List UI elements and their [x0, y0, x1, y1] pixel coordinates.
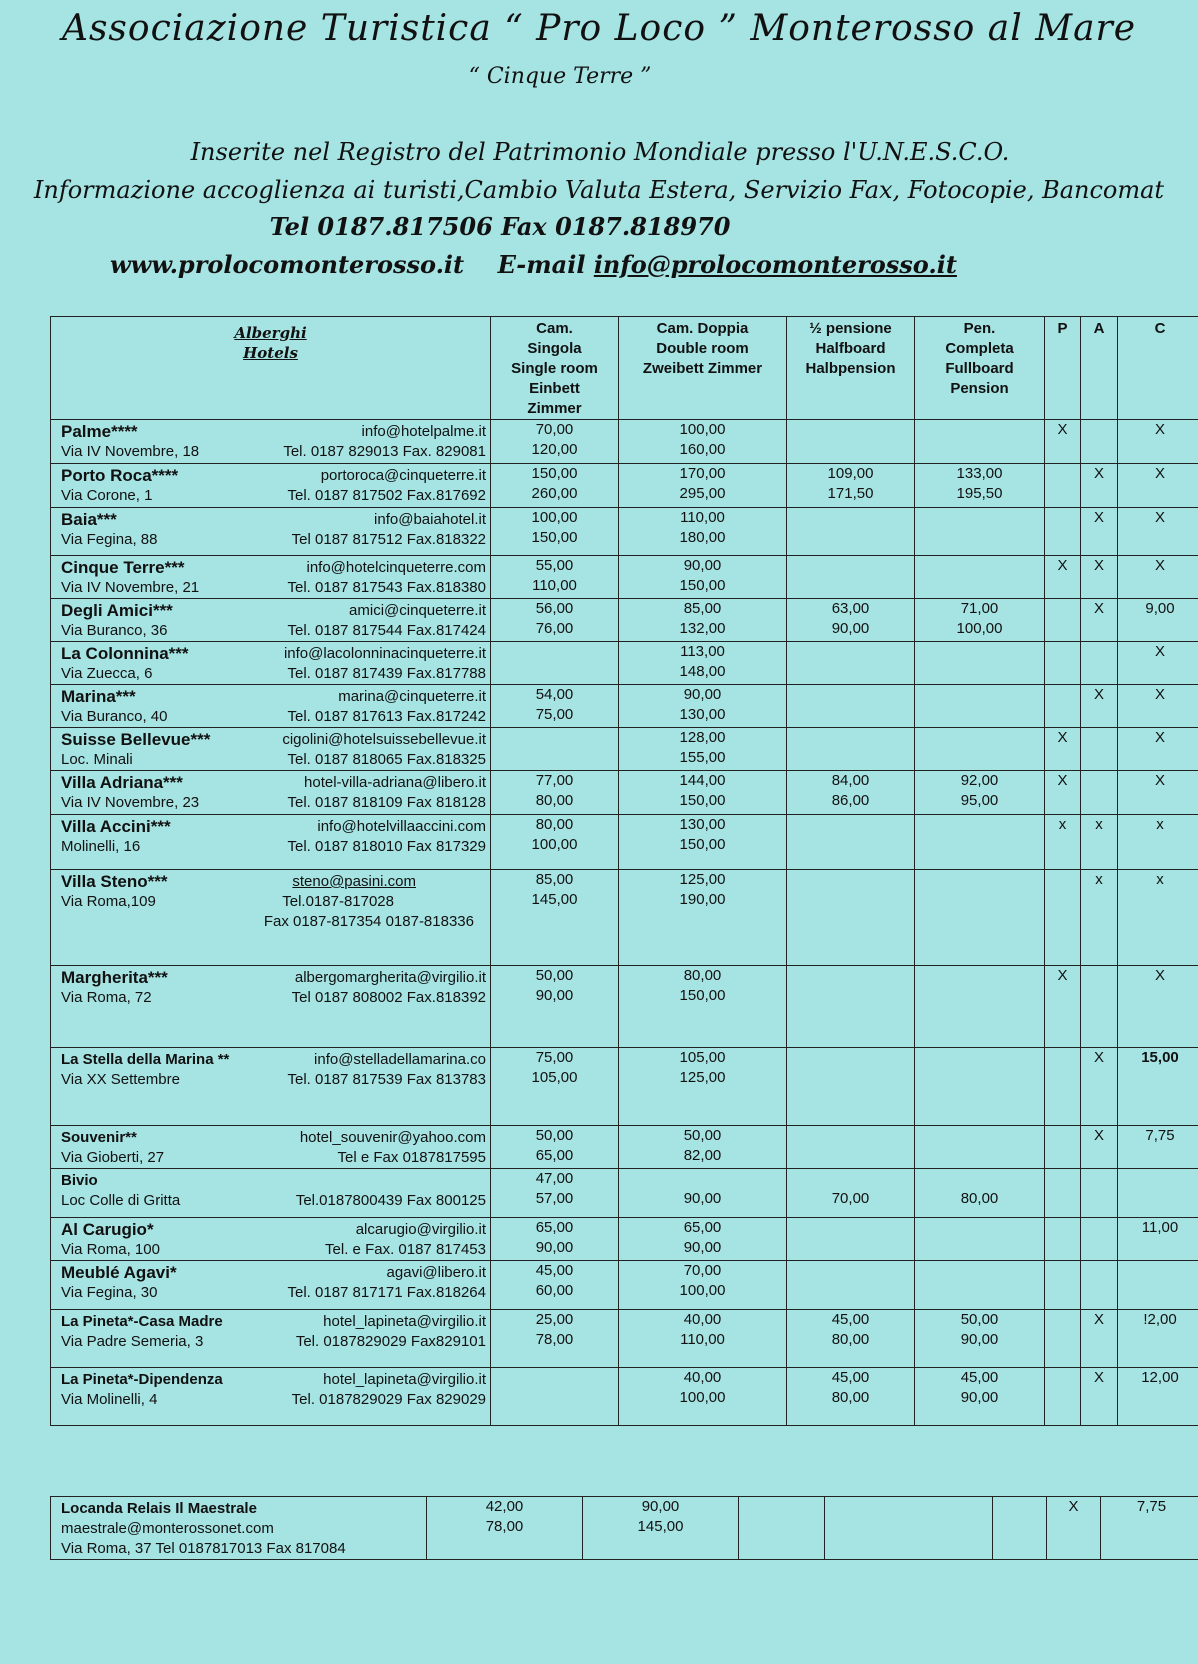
table-row — [51, 599, 1198, 642]
hotel-name: La Colonnina*** — [61, 644, 189, 663]
halfboard-price — [787, 685, 915, 728]
double-price: 110,00 180,00 — [619, 508, 787, 556]
hotel-info: La Pineta*-Casa Madre hotel_lapineta@virgilio.it Via Padre Semeria, 3 Tel. 0187829029 Fax829101 — [51, 1310, 491, 1368]
p-header: P — [1045, 317, 1081, 420]
table-header-row — [51, 317, 1198, 420]
services-line: Informazione accoglienza ai turisti,Cambio Valuta Estera, Servizio Fax, Fotocopie, Bancomat — [33, 176, 1165, 204]
double-price: 128,00 155,00 — [619, 728, 787, 771]
halfboard-price — [787, 556, 915, 599]
p-mark: X — [1045, 728, 1081, 771]
c-mark: X — [1118, 642, 1198, 685]
p-mark — [1045, 642, 1081, 685]
hotel-address: Via IV Novembre, 18 — [61, 443, 200, 460]
single-price: 85,00 145,00 — [491, 870, 619, 966]
hotel-email[interactable]: info@hotelpalme.it — [361, 423, 486, 440]
hotel-name: Cinque Terre*** — [61, 558, 185, 577]
hotels-price-table — [50, 316, 1198, 1426]
table-row: La Pineta*-Casa Madre hotel_lapineta@virgilio.it Via Padre Semeria, 3 Tel. 0187829029 Fax829101 25,00 78,00 40,00 110,00 45,00 80,00 50,00 90,00 X !2,00 — [51, 1310, 1198, 1368]
website-link[interactable]: www.prolocomonterosso.it — [110, 250, 465, 279]
single-price: 77,00 80,00 — [491, 771, 619, 815]
hotel-info — [51, 420, 491, 464]
table-row — [51, 508, 1198, 556]
hotel-phone: Tel 0187 817512 Fax.818322 — [291, 531, 486, 548]
c-mark: X — [1118, 464, 1198, 508]
fullboard-price — [915, 508, 1045, 556]
c-mark: X — [1118, 556, 1198, 599]
table-row — [51, 815, 1198, 870]
table-row — [51, 728, 1198, 771]
table-row: Al Carugio* alcarugio@virgilio.it Via Roma, 100 Tel. e Fax. 0187 817453 65,00 90,00 65,00 90,00 11,00 — [51, 1218, 1198, 1261]
fullboard-price: 71,00 100,00 — [915, 599, 1045, 642]
table-row — [51, 685, 1198, 728]
double-price: 100,00 160,00 — [619, 420, 787, 464]
hotel-email[interactable]: cigolini@hotelsuissebellevue.it — [282, 731, 486, 748]
p-mark: x — [1045, 815, 1081, 870]
hotel-info: Al Carugio* alcarugio@virgilio.it Via Roma, 100 Tel. e Fax. 0187 817453 — [51, 1218, 491, 1261]
c-mark: x — [1118, 815, 1198, 870]
single-price: 80,00 100,00 — [491, 815, 619, 870]
hotel-email[interactable]: hotel-villa-adriana@libero.it — [304, 774, 486, 791]
hotel-email[interactable]: marina@cinqueterre.it — [338, 688, 486, 705]
hotel-email[interactable]: info@baiahotel.it — [374, 511, 486, 528]
hotel-address: Loc. Minali — [61, 751, 133, 768]
a-mark: X — [1081, 685, 1118, 728]
hotel-address: Via Corone, 1 — [61, 487, 153, 504]
hotel-phone: Tel. 0187 817439 Fax.817788 — [287, 665, 486, 682]
c-mark: 9,00 — [1118, 599, 1198, 642]
hotel-info: Meublé Agavi* agavi@libero.it Via Fegina, 30 Tel. 0187 817171 Fax.818264 — [51, 1261, 491, 1310]
single-price: 54,00 75,00 — [491, 685, 619, 728]
hotel-phone: Tel. 0187 818109 Fax 818128 — [287, 794, 486, 811]
p-mark: X — [1045, 556, 1081, 599]
c-mark: X — [1118, 685, 1198, 728]
email-link[interactable]: info@prolocomonterosso.it — [593, 250, 957, 279]
halfboard-header: ½ pensione Halfboard Halbpension — [787, 317, 915, 420]
double-price: 90,00 150,00 — [619, 556, 787, 599]
p-mark — [1045, 508, 1081, 556]
hotel-info: Souvenir** hotel_souvenir@yahoo.com Via Gioberti, 27 Tel e Fax 0187817595 — [51, 1126, 491, 1169]
c-mark: X — [1118, 420, 1198, 464]
p-mark — [1045, 599, 1081, 642]
fullboard-price: 92,00 95,00 — [915, 771, 1045, 815]
fullboard-price — [915, 685, 1045, 728]
hotel-name: Palme**** — [61, 422, 138, 441]
hotel-email[interactable]: info@hotelcinqueterre.com — [306, 559, 486, 576]
fullboard-price — [915, 815, 1045, 870]
web-email-line — [110, 250, 957, 279]
single-price: 70,00 120,00 — [491, 420, 619, 464]
table-row: Souvenir** hotel_souvenir@yahoo.com Via Gioberti, 27 Tel e Fax 0187817595 50,00 65,00 50,00 82,00 X 7,75 — [51, 1126, 1198, 1169]
hotel-info: Locanda Relais Il Maestrale maestrale@monterossonet.com Via Roma, 37 Tel 0187817013 Fax 817084 — [51, 1497, 427, 1560]
halfboard-price — [787, 642, 915, 685]
a-mark — [1081, 642, 1118, 685]
hotel-address: Via IV Novembre, 23 — [61, 794, 200, 811]
single-price: 56,00 76,00 — [491, 599, 619, 642]
a-mark: X — [1081, 464, 1118, 508]
table-row: La Pineta*-Dipendenza hotel_lapineta@virgilio.it Via Molinelli, 4 Tel. 0187829029 Fax 829029 40,00 100,00 45,00 80,00 45,00 90,00 X 12,00 — [51, 1368, 1198, 1426]
hotel-phone: Tel. 0187 817544 Fax.817424 — [287, 622, 486, 639]
fullboard-price — [915, 556, 1045, 599]
hotel-phone: Tel. 0187 817543 Fax.818380 — [287, 579, 486, 596]
double-price: 125,00 190,00 — [619, 870, 787, 966]
table-row — [51, 420, 1198, 464]
single-price: 50,00 90,00 — [491, 966, 619, 1048]
c-mark: X — [1118, 508, 1198, 556]
hotel-address: Via Fegina, 88 — [61, 531, 158, 548]
a-mark — [1081, 728, 1118, 771]
p-mark: X — [1045, 420, 1081, 464]
fullboard-price — [915, 728, 1045, 771]
fullboard-price — [915, 642, 1045, 685]
a-mark — [1081, 420, 1118, 464]
hotel-info — [51, 728, 491, 771]
p-mark — [1045, 685, 1081, 728]
double-price: 85,00 132,00 — [619, 599, 787, 642]
table-row — [51, 642, 1198, 685]
hotel-phone: Tel. 0187 818010 Fax 817329 — [287, 838, 486, 855]
hotel-info — [51, 599, 491, 642]
a-mark: x — [1081, 815, 1118, 870]
single-price — [491, 642, 619, 685]
single-room-header: Cam. Singola Single room Einbett Zimmer — [491, 317, 619, 420]
maestrale-table — [50, 1496, 1198, 1560]
table-row: Locanda Relais Il Maestrale maestrale@monterossonet.com Via Roma, 37 Tel 0187817013 Fax 817084 42,00 78,00 90,00 145,00 X 7,75 — [51, 1497, 1198, 1560]
a-mark: X — [1081, 556, 1118, 599]
halfboard-price — [787, 420, 915, 464]
table-row: Meublé Agavi* agavi@libero.it Via Fegina, 30 Tel. 0187 817171 Fax.818264 45,00 60,00 70,00 100,00 — [51, 1261, 1198, 1310]
hotel-info — [51, 771, 491, 815]
hotel-phone: Tel. 0187 817613 Fax.817242 — [287, 708, 486, 725]
association-title: Associazione Turistica “ Pro Loco ” Monterosso al Mare — [61, 8, 1137, 49]
double-price: 170,00 295,00 — [619, 464, 787, 508]
p-mark: X — [1045, 771, 1081, 815]
single-price — [491, 728, 619, 771]
hotel-info: La Pineta*-Dipendenza hotel_lapineta@virgilio.it Via Molinelli, 4 Tel. 0187829029 Fax 829029 — [51, 1368, 491, 1426]
unesco-line: Inserite nel Registro del Patrimonio Mondiale presso l'U.N.E.S.C.O. — [190, 138, 1010, 166]
hotel-info: Margherita*** albergomargherita@virgilio.it Via Roma, 72 Tel 0187 808002 Fax.818392 — [51, 966, 491, 1048]
hotel-info — [51, 642, 491, 685]
hotel-info — [51, 464, 491, 508]
double-price: 113,00 148,00 — [619, 642, 787, 685]
halfboard-price: 84,00 86,00 — [787, 771, 915, 815]
hotel-name: Villa Adriana*** — [61, 773, 183, 792]
region-subtitle: “ Cinque Terre ” — [468, 64, 652, 89]
a-header: A — [1081, 317, 1118, 420]
hotel-info — [51, 685, 491, 728]
double-price: 90,00 130,00 — [619, 685, 787, 728]
c-mark: X — [1118, 771, 1198, 815]
table-row: La Stella della Marina ** info@stelladellamarina.co Via XX Settembre Tel. 0187 817539 Fax 813783 75,00 105,00 105,00 125,00 X 15,00 — [51, 1048, 1198, 1126]
hotel-email[interactable]: info@lacolonninacinqueterre.it — [283, 645, 486, 662]
table-row — [51, 556, 1198, 599]
hotel-name: Baia*** — [61, 510, 117, 529]
table-row: Margherita*** albergomargherita@virgilio.it Via Roma, 72 Tel 0187 808002 Fax.818392 50,00 90,00 80,00 150,00 X X — [51, 966, 1198, 1048]
hotel-email[interactable]: info@hotelvillaaccini.com — [317, 818, 486, 835]
email-label: E-mail — [497, 250, 586, 279]
hotel-name: Porto Roca**** — [61, 466, 179, 485]
hotel-email[interactable]: amici@cinqueterre.it — [349, 602, 486, 619]
halfboard-price — [787, 508, 915, 556]
hotel-email[interactable]: portoroca@cinqueterre.it — [320, 467, 486, 484]
double-price: 144,00 150,00 — [619, 771, 787, 815]
halfboard-price — [787, 815, 915, 870]
hotel-phone: Tel. 0187 829013 Fax. 829081 — [283, 443, 486, 460]
hotel-phone: Tel. 0187 817502 Fax.817692 — [287, 487, 486, 504]
hotel-name: Suisse Bellevue*** — [61, 730, 211, 749]
hotel-info: La Stella della Marina ** info@stelladellamarina.co Via XX Settembre Tel. 0187 817539 Fax 813783 — [51, 1048, 491, 1126]
hotel-address: Via Zuecca, 6 — [61, 665, 153, 682]
hotel-info — [51, 556, 491, 599]
single-price: 55,00 110,00 — [491, 556, 619, 599]
table-row: Villa Steno*** steno@pasini.com Via Roma,109 Tel.0187-817028 Fax 0187-817354 0187-818336 85,00 145,00 125,00 190,00 x x — [51, 870, 1198, 966]
double-price: 130,00 150,00 — [619, 815, 787, 870]
table-row — [51, 464, 1198, 508]
halfboard-price: 109,00 171,50 — [787, 464, 915, 508]
hotel-name: Marina*** — [61, 687, 136, 706]
single-price: 100,00 150,00 — [491, 508, 619, 556]
fullboard-price — [915, 420, 1045, 464]
a-mark: X — [1081, 508, 1118, 556]
hotel-name: Villa Accini*** — [61, 817, 171, 836]
hotel-phone: Tel. 0187 818065 Fax.818325 — [287, 751, 486, 768]
single-price: 150,00 260,00 — [491, 464, 619, 508]
hotel-address: Via Buranco, 40 — [61, 708, 168, 725]
c-header: C — [1118, 317, 1198, 420]
fullboard-header: Pen. Completa Fullboard Pension — [915, 317, 1045, 420]
hotel-info: Bivio Loc Colle di Gritta Tel.0187800439 Fax 800125 — [51, 1169, 491, 1218]
p-mark — [1045, 464, 1081, 508]
hotel-info — [51, 508, 491, 556]
hotel-info — [51, 815, 491, 870]
hotels-heading: Alberghi Hotels — [51, 317, 491, 420]
c-mark: X — [1118, 728, 1198, 771]
halfboard-price — [787, 728, 915, 771]
a-mark — [1081, 771, 1118, 815]
table-row — [51, 771, 1198, 815]
hotel-address: Via IV Novembre, 21 — [61, 579, 200, 596]
hotel-info: Villa Steno*** steno@pasini.com Via Roma,109 Tel.0187-817028 Fax 0187-817354 0187-818336 — [51, 870, 491, 966]
double-price: 80,00 150,00 — [619, 966, 787, 1048]
hotel-address: Via Buranco, 36 — [61, 622, 168, 639]
hotel-address: Molinelli, 16 — [61, 838, 141, 855]
a-mark: X — [1081, 599, 1118, 642]
fullboard-price: 133,00 195,50 — [915, 464, 1045, 508]
halfboard-price: 63,00 90,00 — [787, 599, 915, 642]
contact-phone-line: Tel 0187.817506 Fax 0187.818970 — [269, 212, 731, 241]
hotel-name: Degli Amici*** — [61, 601, 173, 620]
double-room-header: Cam. Doppia Double room Zweibett Zimmer — [619, 317, 787, 420]
table-row: Bivio Loc Colle di Gritta Tel.0187800439 Fax 800125 47,00 57,00 90,00 70,00 80,00 — [51, 1169, 1198, 1218]
